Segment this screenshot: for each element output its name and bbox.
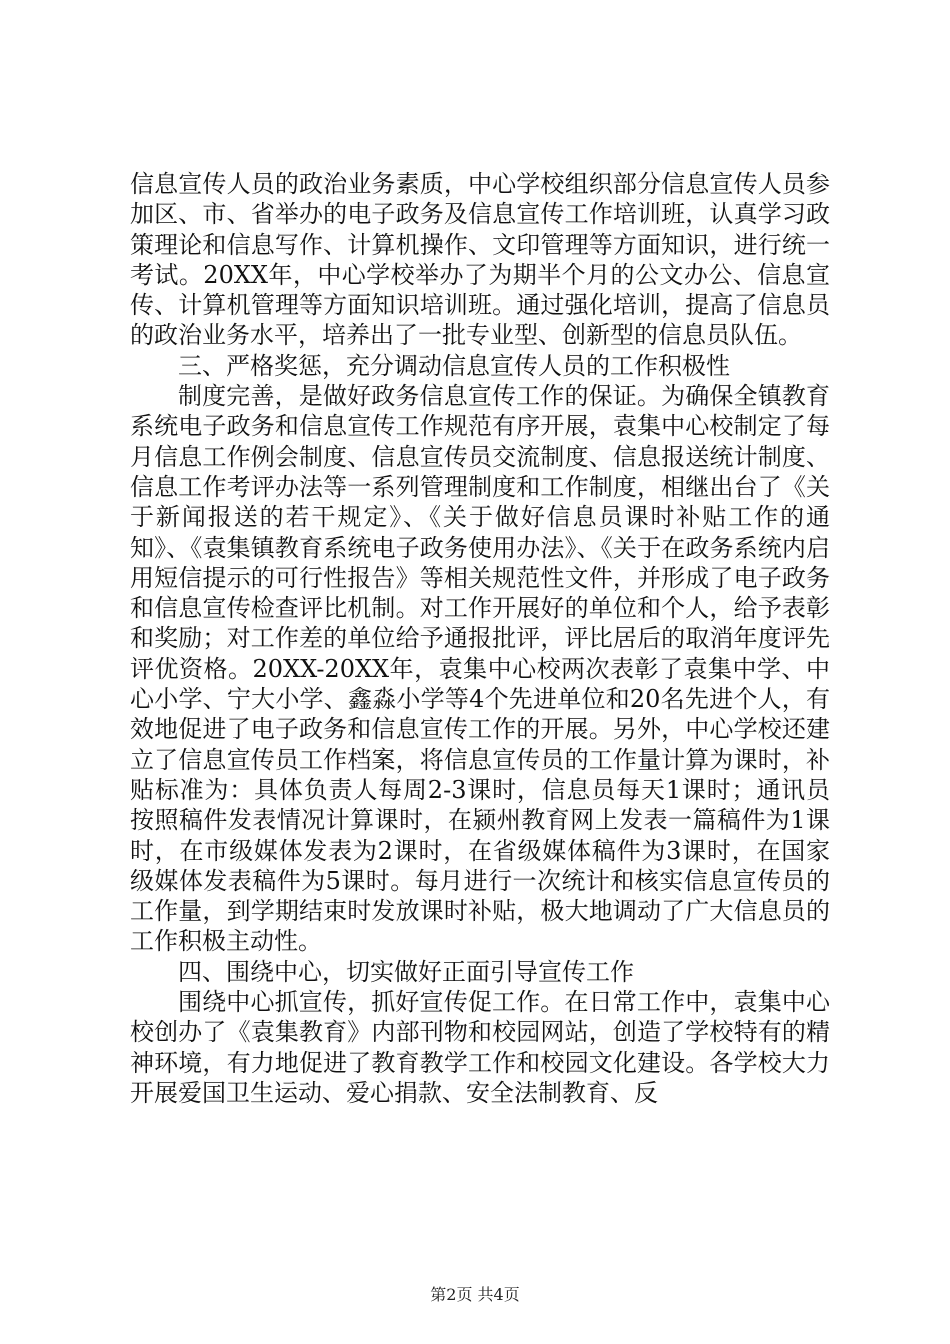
page-number-footer: 第2页 共4页 xyxy=(430,1285,520,1304)
paragraph-training: 信息宣传人员的政治业务素质，中心学校组织部分信息宣传人员参加区、市、省举办的电子政务及信息宣传工作培训班，认真学习政策理论和信息写作、计算机操作、文印管理等方面知识，进行统一考试。20XX年，中心学校举办了为期半个月的公文办公、信息宣传、计算机管理等方面知识培训班。通过强化培训，提高了信息员的政治业务水平，培养出了一批专业型、创新型的信息员队伍。 xyxy=(130,170,830,350)
paragraph-publicity-work: 围绕中心抓宣传，抓好宣传促工作。在日常工作中，袁集中心校创办了《袁集教育》内部刊物和校园网站，创造了学校特有的精神环境，有力地促进了教育教学工作和校园文化建设。各学校大力开展爱国卫生运动、爱心捐款、安全法制教育、反 xyxy=(130,988,830,1107)
section-heading-rewards: 三、严格奖惩，充分调动信息宣传人员的工作积极性 xyxy=(178,351,730,380)
section-heading-publicity: 四、围绕中心，切实做好正面引导宣传工作 xyxy=(178,957,634,986)
paragraph-system-improvement: 制度完善，是做好政务信息宣传工作的保证。为确保全镇教育系统电子政务和信息宣传工作规范有序开展，袁集中心校制定了每月信息工作例会制度、信息宣传员交流制度、信息报送统计制度、信息工作考评办法等一系列管理制度和工作制度，相继出台了《关于新闻报送的若干规定》、《关于做好信息员课时补贴工作的通知》、《袁集镇教育系统电子政务使用办法》、《关于在政务系统内启用短信提示的可行性报告》等相关规范性文件，并形成了电子政务和信息宣传检查评比机制。对工作开展好的单位和个人，给予表彰和奖励；对工作差的单位给予通报批评，评比居后的取消年度评先评优资格。20XX-20XX年，袁集中心校两次表彰了袁集中学、中心小学、宁大小学、鑫淼小学等4个先进单位和20名先进个人，有效地促进了电子政务和信息宣传工作的开展。另外，中心学校还建立了信息宣传员工作档案，将信息宣传员的工作量计算为课时，补贴标准为：具体负责人每周2-3课时，信息员每天1课时；通讯员按照稿件发表情况计算课时，在颍州教育网上发表一篇稿件为1课时，在市级媒体发表为2课时，在省级媒体稿件为3课时，在国家级媒体发表稿件为5课时。每月进行一次统计和核实信息宣传员的工作量，到学期结束时发放课时补贴，极大地调动了广大信息员的工作积极主动性。 xyxy=(130,382,830,956)
document-body xyxy=(130,169,830,1108)
